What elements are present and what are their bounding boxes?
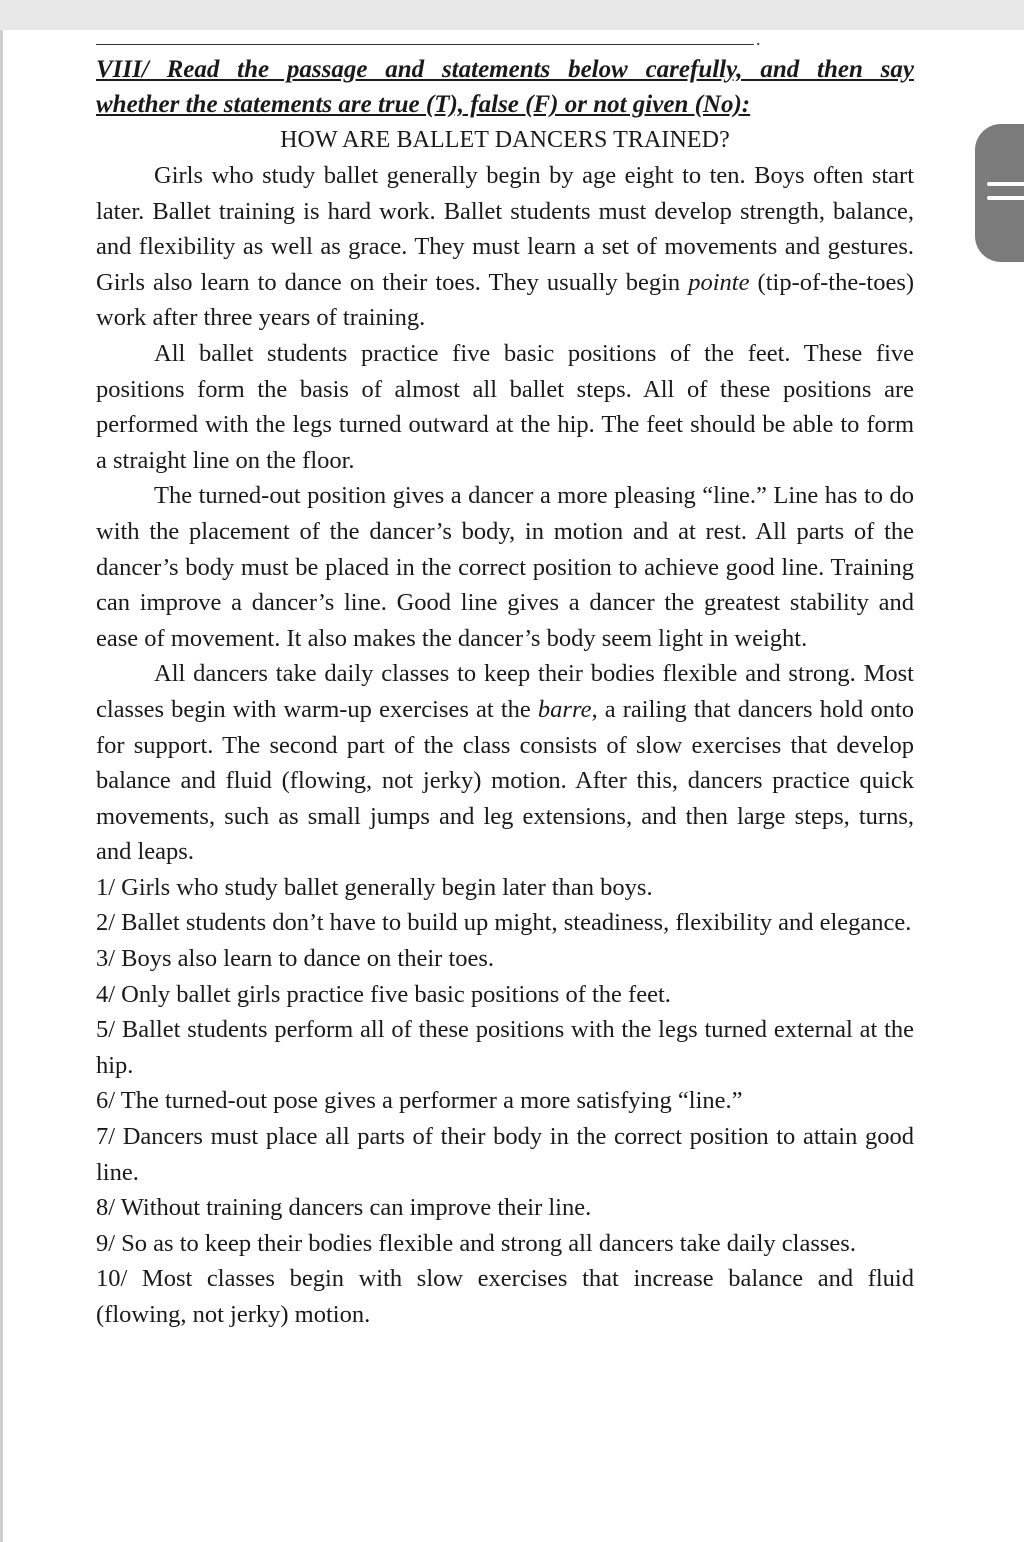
passage-title: HOW ARE BALLET DANCERS TRAINED? bbox=[280, 127, 730, 153]
statement-item: 1/ Girls who study ballet generally begin later than boys. bbox=[96, 873, 653, 901]
passage-paragraph-1 bbox=[96, 158, 914, 336]
document-page bbox=[96, 52, 914, 1333]
header-rule bbox=[96, 44, 754, 45]
passage-paragraph-4 bbox=[96, 656, 914, 870]
paragraph-4-tail: a railing that dancers hold onto for support. The second part of the class consists of slow exercises that develop balance and fluid (flowing, not jerky) motion. After this, dancers practice quick movements, such as small jumps and leg extensions, and then large steps, turns, and leaps. bbox=[96, 695, 914, 866]
top-bar bbox=[0, 0, 1024, 30]
statement-item: 10/ Most classes begin with slow exercises that increase balance and fluid (flowing, not jerky) motion. bbox=[96, 1265, 914, 1328]
exercise-instruction bbox=[96, 52, 914, 122]
instruction-line-2: whether the statements are true (T), false (F) or not given (No): bbox=[96, 91, 751, 118]
statement-item: 5/ Ballet students perform all of these positions with the legs turned external at the hip. bbox=[96, 1016, 914, 1079]
statement-item: 3/ Boys also learn to dance on their toes. bbox=[96, 945, 495, 973]
barre-term: barre, bbox=[537, 695, 598, 723]
paragraph-4-text: All dancers take daily classes to keep their bodies flexible and strong. Most classes begin with warm-up exercises at the bbox=[96, 660, 914, 723]
statement-item: 8/ Without training dancers can improve their line. bbox=[96, 1194, 592, 1222]
passage-paragraph-2: All ballet students practice five basic positions of the feet. These five positions form the basis of almost all ballet steps. All of these positions are performed with the legs turned outward at the hip. The feet should be able to form a straight line on the floor. bbox=[96, 339, 914, 474]
drag-handle-icon[interactable] bbox=[975, 124, 1024, 262]
instruction-line-1: VIII/ Read the passage and statements below carefully, and then say bbox=[96, 56, 914, 83]
statement-list bbox=[96, 870, 914, 1333]
statement-item: 4/ Only ballet girls practice five basic positions of the feet. bbox=[96, 980, 671, 1008]
header-rule-dot: . bbox=[756, 29, 761, 49]
statement-item: 6/ The turned-out pose gives a performer a more satisfying “line.” bbox=[96, 1087, 743, 1115]
statement-item: 2/ Ballet students don’t have to build up might, steadiness, flexibility and elegance. bbox=[96, 909, 912, 937]
page-left-edge bbox=[0, 30, 3, 1542]
grip-line bbox=[987, 196, 1024, 200]
statement-item: 7/ Dancers must place all parts of their body in the correct position to attain good line. bbox=[96, 1123, 914, 1186]
pointe-term: pointe bbox=[688, 268, 750, 296]
passage-paragraph-3: The turned-out position gives a dancer a more pleasing “line.” Line has to do with the placement of the dancer’s body, in motion and at rest. All parts of the dancer’s body must be placed in the correct position to achieve good line. Training can improve a dancer’s line. Good line gives a dancer the greatest stability and ease of movement. It also makes the dancer’s body seem light in weight. bbox=[96, 482, 914, 652]
paragraph-1-tail: (tip-of-the-toes) work after three years of training. bbox=[96, 268, 915, 332]
grip-line bbox=[987, 182, 1024, 186]
paragraph-1-text: Girls who study ballet generally begin by age eight to ten. Boys often start later. Ballet training is hard work. Ballet students must develop strength, balance, and flexibility as well as grace. They must learn a set of movements and gestures. Girls also learn to dance on their toes. They usually begin bbox=[96, 162, 914, 296]
statement-item: 9/ So as to keep their bodies flexible and strong all dancers take daily classes. bbox=[96, 1229, 856, 1257]
